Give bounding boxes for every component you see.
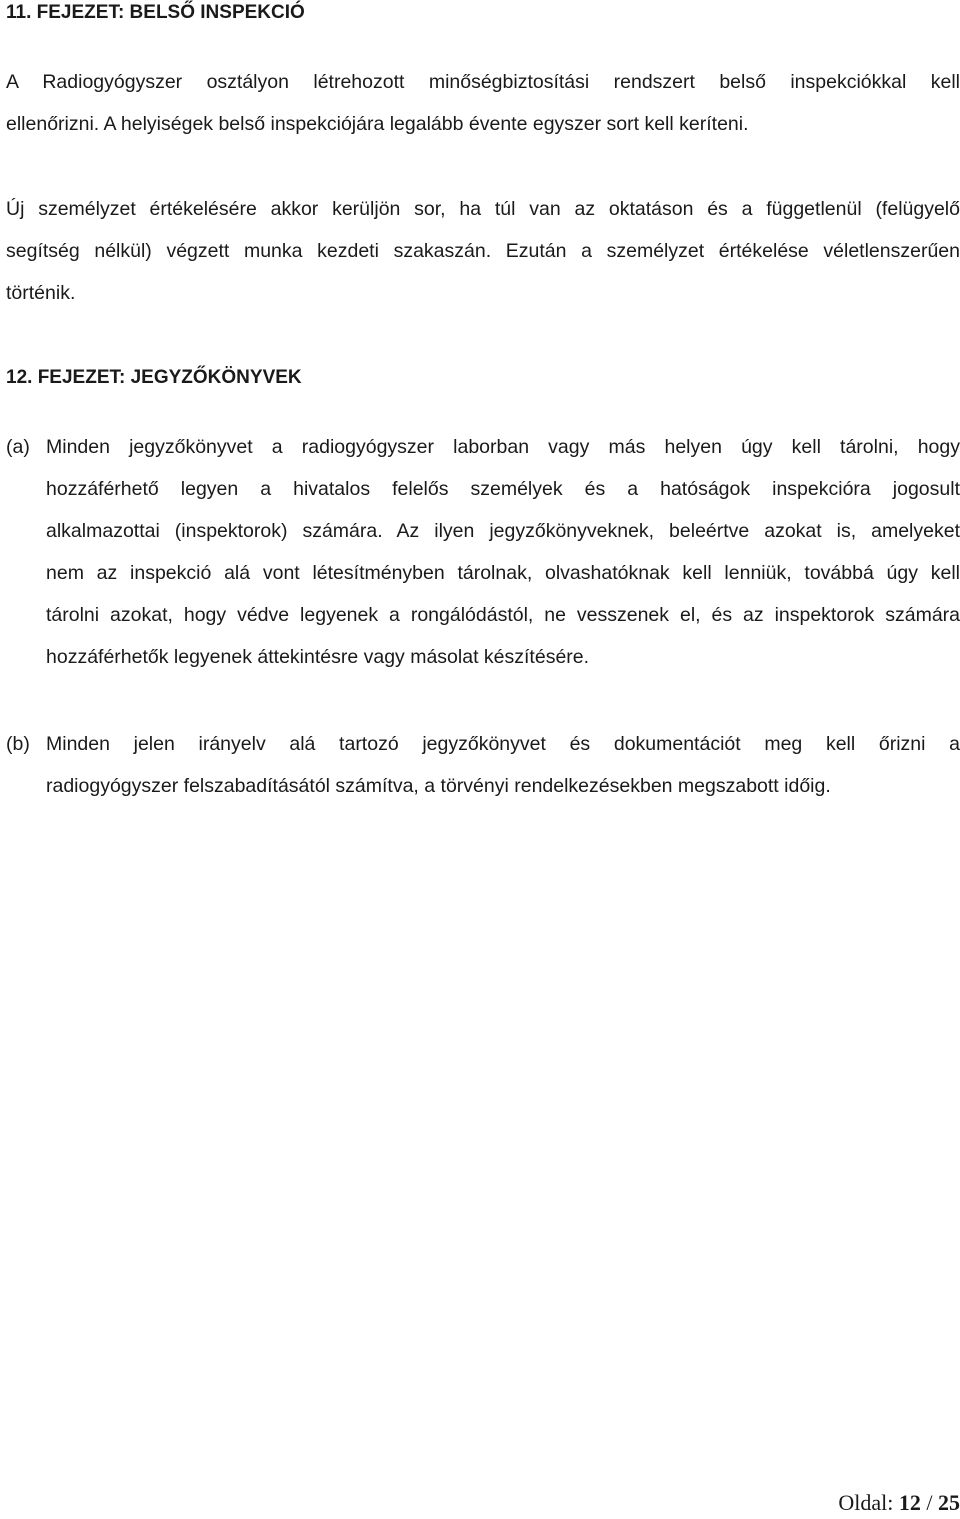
paragraph-line: Új személyzet értékelésére akkor kerüljön sor, ha túl van az oktatáson és a függetlenül (felügyelő xyxy=(6,198,960,220)
paragraph-line: tárolni azokat, hogy védve legyenek a rongálódástól, ne vesszenek el, és az inspektorok számára xyxy=(46,604,960,626)
list-item-body xyxy=(46,426,960,678)
paragraph-line: hozzáférhetők legyenek áttekintésre vagy másolat készítésére. xyxy=(46,646,590,668)
list-item-body xyxy=(46,723,960,807)
list-item-a xyxy=(6,426,960,686)
section-12-heading: 12. FEJEZET: JEGYZŐKÖNYVEK xyxy=(6,367,302,388)
paragraph-line: ellenőrizni. A helyiségek belső inspekciójára legalább évente egyszer sort kell keríteni. xyxy=(6,113,749,135)
paragraph-line: Minden jegyzőkönyvet a radiogyógyszer laborban vagy más helyen úgy kell tárolni, hogy xyxy=(46,436,960,458)
total-page-count: 25 xyxy=(938,1490,960,1515)
paragraph-line: segítség nélkül) végzett munka kezdeti szakaszán. Ezután a személyzet értékelése véletlenszerűen xyxy=(6,240,960,262)
list-item-b xyxy=(6,723,960,813)
paragraph-line: nem az inspekció alá vont létesítményben tárolnak, olvashatóknak kell lenniük, továbbá úgy kell xyxy=(46,562,960,584)
page-label: Oldal: xyxy=(838,1490,894,1515)
list-marker: (a) xyxy=(6,436,30,458)
section-11-paragraph-1 xyxy=(6,61,960,145)
paragraph-line: A Radiogyógyszer osztályon létrehozott minőségbiztosítási rendszert belső inspekciókkal kell xyxy=(6,71,960,93)
page-separator: / xyxy=(926,1490,933,1515)
current-page-number: 12 xyxy=(898,1490,921,1515)
list-marker: (b) xyxy=(6,733,30,755)
page-number-footer xyxy=(838,1490,960,1516)
paragraph-line: radiogyógyszer felszabadításától számítva, a törvényi rendelkezésekben megszabott időig. xyxy=(46,775,831,797)
paragraph-line: Minden jelen irányelv alá tartozó jegyzőkönyvet és dokumentációt meg kell őrizni a xyxy=(46,733,960,755)
paragraph-line: hozzáférhető legyen a hivatalos felelős személyek és a hatóságok inspekcióra jogosult xyxy=(46,478,960,500)
paragraph-line: történik. xyxy=(6,282,76,304)
paragraph-line: alkalmazottai (inspektorok) számára. Az ilyen jegyzőkönyveknek, beleértve azokat is, amelyeket xyxy=(46,520,960,542)
section-11-paragraph-2 xyxy=(6,188,960,314)
section-11-heading: 11. FEJEZET: BELSŐ INSPEKCIÓ xyxy=(6,2,305,23)
